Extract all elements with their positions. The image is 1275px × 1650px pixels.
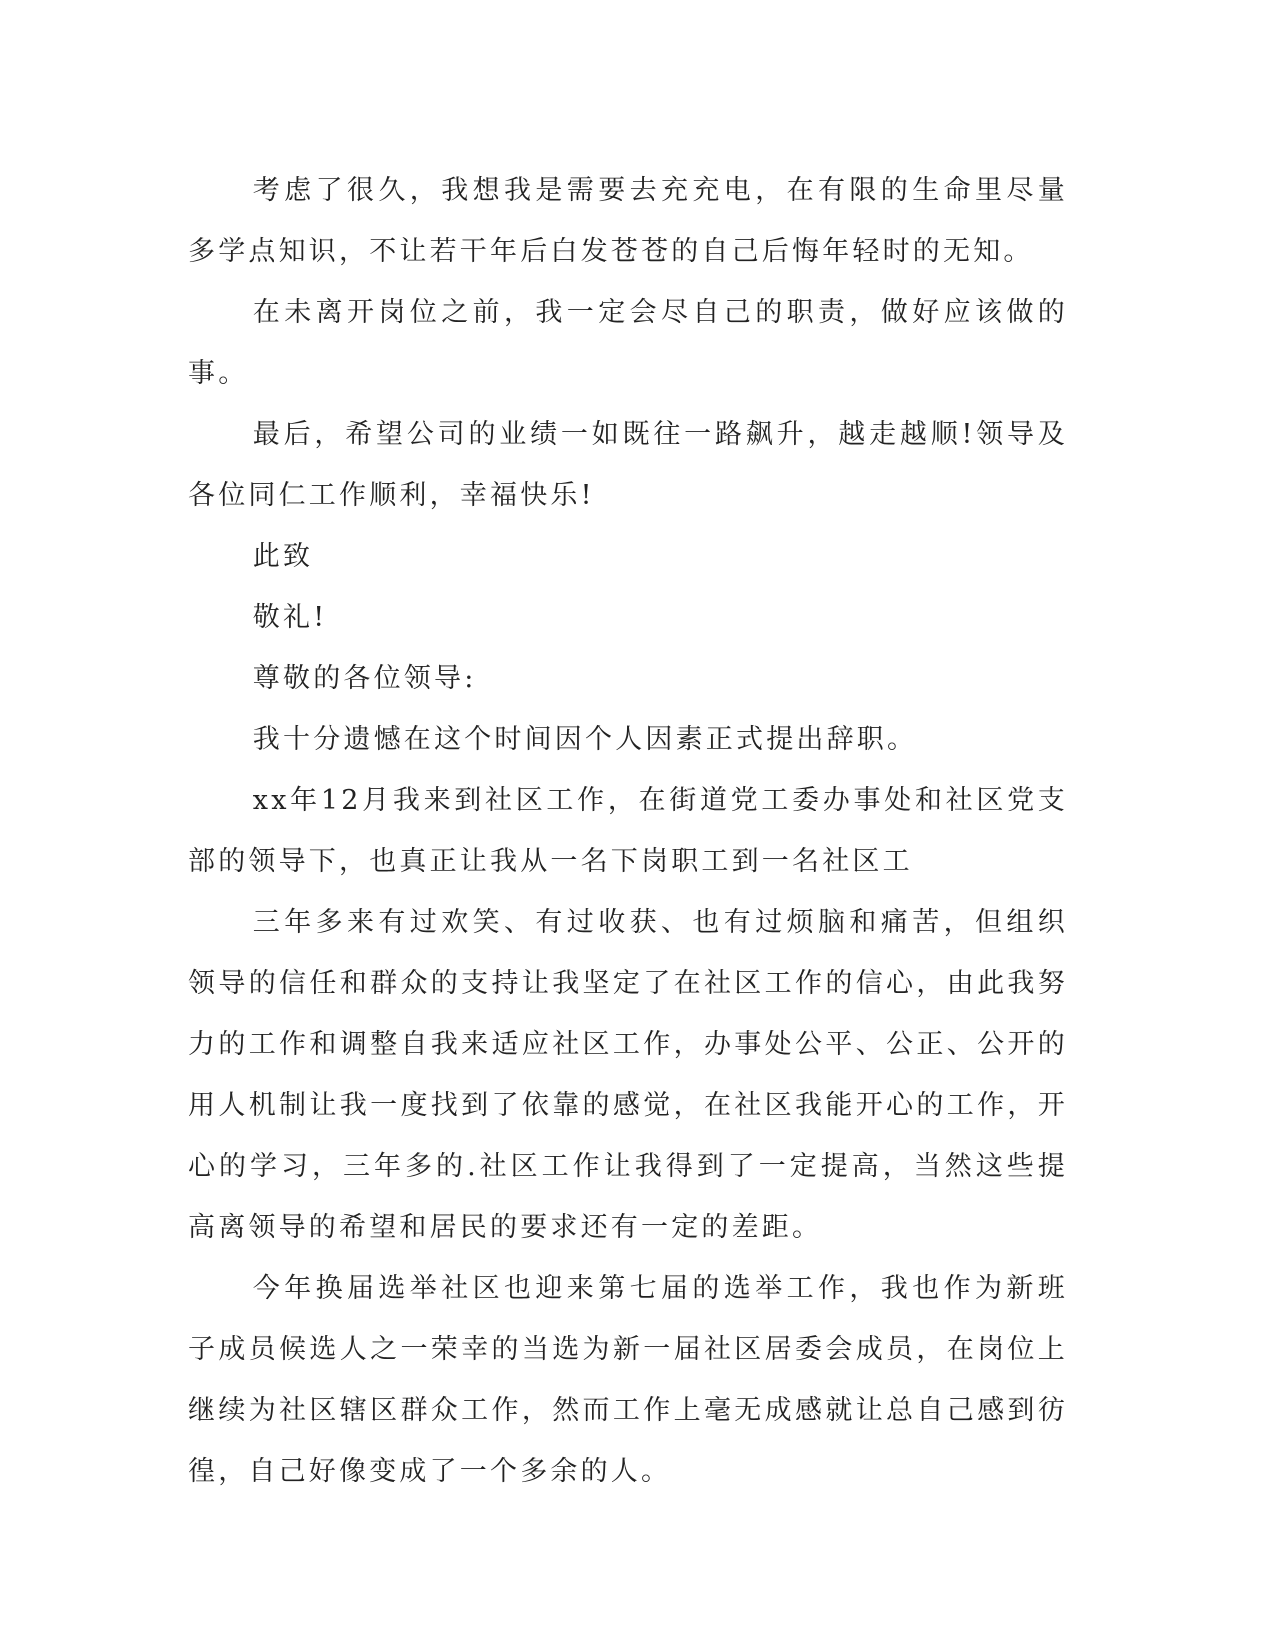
- greeting: 尊敬的各位领导:: [252, 663, 477, 694]
- paragraph-election: 今年换届选举社区也迎来第七届的选举工作，我也作为新班子成员候选人之一荣幸的当选为新一届社区居委会成员，在岗位上继续为社区辖区群众工作，然而工作上毫无成感就让总自己感到彷徨，自己好像变成了一个多余的人。: [188, 1273, 1068, 1487]
- paragraph-resignation: 我十分遗憾在这个时间因个人因素正式提出辞职。: [252, 724, 918, 755]
- letter-body: [188, 160, 1068, 1502]
- paragraph-duty: 在未离开岗位之前，我一定会尽自己的职责，做好应该做的事。: [188, 297, 1068, 389]
- closing-salutation: 此致: [252, 541, 314, 572]
- paragraph-start-work: xx年12月我来到社区工作，在街道党工委办事处和社区党支部的领导下，也真正让我从一名下岗职工到一名社区工: [188, 785, 1068, 877]
- paragraph-wishes: 最后，希望公司的业绩一如既往一路飙升，越走越顺!领导及各位同仁工作顺利，幸福快乐!: [188, 419, 1068, 511]
- paragraph-recharge: 考虑了很久，我想我是需要去充充电，在有限的生命里尽量多学点知识，不让若干年后白发苍苍的自己后悔年轻时的无知。: [188, 175, 1068, 267]
- closing-regards: 敬礼!: [252, 602, 328, 633]
- paragraph-three-years: 三年多来有过欢笑、有过收获、也有过烦脑和痛苦，但组织领导的信任和群众的支持让我坚定了在社区工作的信心，由此我努力的工作和调整自我来适应社区工作，办事处公平、公正、公开的用人机制让我一度找到了依靠的感觉，在社区我能开心的工作，开心的学习，三年多的.社区工作让我得到了一定提高，当然这些提高离领导的希望和居民的要求还有一定的差距。: [188, 907, 1068, 1243]
